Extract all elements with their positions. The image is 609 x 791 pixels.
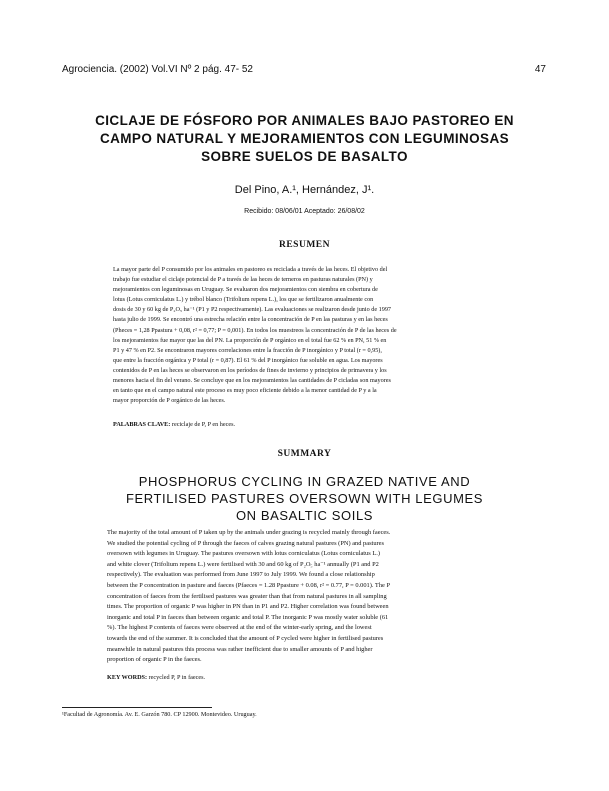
abstract-line: en tanto que en el campo natural este proceso es muy poco eficiente debido a la menor cantidad de P y a la [113, 387, 377, 395]
abstract-line: meanwhile in natural pastures this process was rather inefficient due to smaller amounts of P and higher [107, 645, 373, 653]
abstract-line: proportion of organic P in the faeces. [107, 656, 202, 664]
running-head [62, 64, 546, 75]
abstract-line: (Pheces = 1,28 Ppastura + 0,08, r² = 0,77; P = 0,001). En todos los muestreos la concentración de P de las heces de [113, 326, 397, 334]
keywords-label: KEY WORDS: [107, 674, 148, 681]
page-number: 47 [534, 64, 546, 75]
title-line: SOBRE SUELOS DE BASALTO [201, 149, 408, 164]
english-title [0, 473, 609, 524]
abstract-line: contenidos de P en las heces se observaron en los períodos de fines de invierno y principios de primavera y los [113, 366, 387, 374]
abstract-line: inorganic and total P in faeces than between organic and total P. The inorganic P was mostly water soluble (61 [107, 613, 389, 621]
abstract-line: los mejoramientos fue mayor que las del PN. La proporción de P orgánico en el total fue 62 % en PN, 51 % en [113, 336, 387, 344]
abstract-line: concentration of faeces from the fertilised pastures was greater than that from natural pastures in all sampling [107, 592, 387, 600]
abstract-line: oversown with legumes in Uruguay. The pastures oversown with lotus corniculatus (Lotus corniculatus L.) [107, 550, 380, 558]
abstract-line: dosis de 30 y 60 kg de P₂O₅ ha⁻¹ (P1 y P2 respectivamente). Las evaluaciones se realizaron desde junio de 1997 [113, 306, 392, 314]
abstract-line: We studied the potential cycling of P through the faeces of calves grazing natural pastures (PN) and pastures [107, 539, 384, 547]
abstract-line: respectively). The evaluation was performed from June 1997 to July 1999. We found a close relationship [107, 571, 375, 579]
resumen-body [113, 265, 497, 406]
abstract-line: hasta julio de 1999. Se encontró una estrecha relación entre la concentración de P en las pasturas y en las heces [113, 316, 388, 324]
abstract-line: between the P concentration in pasture and faeces (Pfaeces = 1.28 Ppasture + 0.08, r² = 0.77, P = 0.001). The P [107, 581, 391, 589]
authors: Del Pino, A.¹, Hernández, J¹. [234, 184, 375, 196]
footnote-divider [62, 707, 212, 708]
keywords-text: reciclaje de P, P en heces. [171, 421, 236, 428]
title-line: CICLAJE DE FÓSFORO POR ANIMALES BAJO PASTOREO EN [95, 113, 514, 128]
keywords-text: recycled P, P in faeces. [148, 674, 206, 681]
abstract-line: mayor proporción de P orgánico de las heces. [113, 397, 226, 405]
keywords-label: PALABRAS CLAVE: [113, 421, 171, 428]
summary-body [107, 528, 503, 666]
abstract-line: lotus (Lotus corniculatus L.) y trébol blanco (Trifolium repens L.), los que se fertilizaron anualmente con [113, 296, 374, 304]
title-line: FERTILISED PASTURES OVERSOWN WITH LEGUMES [125, 491, 484, 506]
palabras-clave [113, 421, 235, 428]
title-line: ON BASALTIC SOILS [235, 508, 374, 523]
journal-citation: Agrociencia. (2002) Vol.VI Nº 2 pág. 47- 52 [62, 64, 253, 75]
abstract-line: menores hacia el fin del verano. Se concluye que en los mejoramientos las cantidades de P cicladas son mayores [113, 377, 391, 385]
title-line: CAMPO NATURAL Y MEJORAMIENTOS CON LEGUMINOSAS [99, 131, 510, 146]
summary-heading: SUMMARY [277, 449, 332, 459]
abstract-line: and white clover (Trifolium repens L.) were fertilised with 30 and 60 kg of P₂O₅ ha⁻¹ annually (P1 and P2 [107, 560, 379, 568]
article-title [0, 112, 609, 166]
key-words [107, 674, 205, 681]
abstract-line: times. The proportion of organic P was higher in PN than in P1 and P2. Higher correlation was found between [107, 603, 389, 611]
affiliation-footnote: ¹Facultad de Agronomía. Av. E. Garzón 780. CP 12900. Montevideo. Uruguay. [62, 711, 257, 718]
abstract-line: trabajo fue estudiar el ciclaje potencial de P a través de las heces de terneros en pasturas naturales (PN) y [113, 276, 373, 284]
abstract-line: The majority of the total amount of P taken up by the animals under grazing is recycled mainly through faeces. [107, 529, 391, 536]
abstract-line: P1 y 47 % en P2. Se encontraron mayores correlaciones entre la fracción de P inorgánico y P total (r = 0,95), [113, 346, 382, 354]
abstract-line: %). The highest P contents of faeces were observed at the end of the winter-early spring, and the lowest [107, 624, 372, 632]
abstract-line: que entre la fracción orgánica y P total (r = 0,87). El 61 % del P inorgánico fue soluble en agua. Los mayores [113, 356, 383, 364]
abstract-line: towards the end of the summer. It is concluded that the amount of P cycled were higher in fertilised pastures [107, 634, 384, 642]
abstract-line: La mayor parte del P consumido por los animales en pastoreo es reciclada a través de las heces. El objetivo del [113, 266, 388, 273]
resumen-heading: RESUMEN [278, 240, 330, 250]
abstract-line: mejoramientos con leguminosas en Uruguay. Se evaluaron dos mejoramientos con siembra en cobertura de [113, 286, 378, 294]
title-line: PHOSPHORUS CYCLING IN GRAZED NATIVE AND [138, 474, 471, 489]
received-accepted-dates: Recibido: 08/06/01 Aceptado: 26/08/02 [244, 208, 365, 215]
